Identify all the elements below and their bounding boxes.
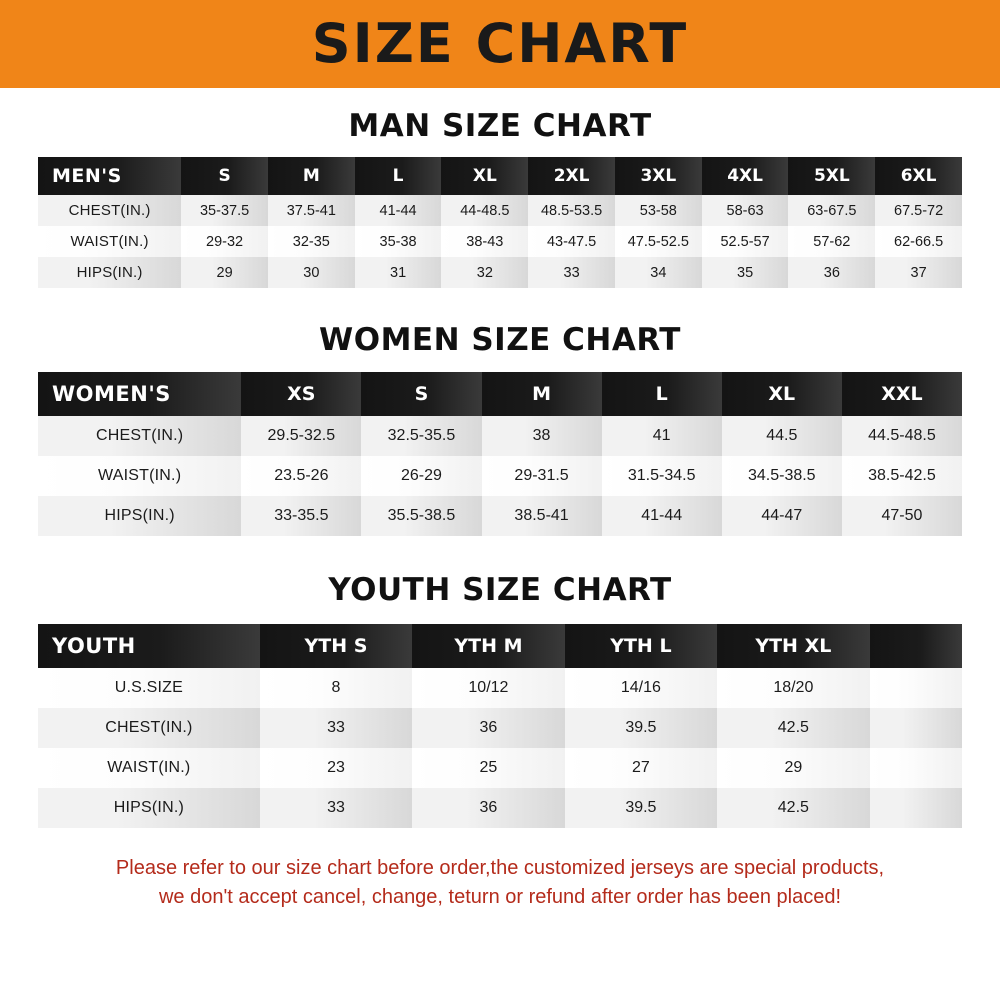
women-size-table [38, 372, 962, 536]
man-table-body [38, 195, 962, 288]
table-cell: 27 [565, 748, 717, 788]
women-table-wrapper [0, 372, 1000, 536]
man-col-header: 3XL [615, 157, 702, 195]
women-col-header: XL [722, 372, 842, 416]
table-cell: 63-67.5 [788, 195, 875, 226]
policy-note [0, 828, 1000, 912]
women-col-header: XXL [842, 372, 962, 416]
man-row-label: CHEST(IN.) [38, 195, 181, 226]
youth-row-label: CHEST(IN.) [38, 708, 260, 748]
man-header-row [38, 157, 962, 195]
table-cell: 47.5-52.5 [615, 226, 702, 257]
man-table-wrapper [0, 157, 1000, 288]
youth-row-label-header: YOUTH [38, 624, 260, 668]
table-cell: 67.5-72 [875, 195, 962, 226]
man-table-head [38, 157, 962, 195]
table-cell: 37 [875, 257, 962, 288]
table-row [38, 708, 962, 748]
table-row [38, 668, 962, 708]
youth-table-head [38, 624, 962, 668]
women-table-head [38, 372, 962, 416]
youth-row-label: U.S.SIZE [38, 668, 260, 708]
table-row [38, 257, 962, 288]
table-cell: 29.5-32.5 [241, 416, 361, 456]
youth-col-header-spacer [870, 624, 962, 668]
table-cell: 41 [602, 416, 722, 456]
table-cell: 35 [702, 257, 789, 288]
table-cell: 31 [355, 257, 442, 288]
table-row [38, 748, 962, 788]
table-cell: 30 [268, 257, 355, 288]
table-cell: 18/20 [717, 668, 869, 708]
youth-col-header: YTH XL [717, 624, 869, 668]
table-row [38, 195, 962, 226]
youth-table-body [38, 668, 962, 828]
table-cell: 25 [412, 748, 564, 788]
table-cell: 8 [260, 668, 412, 708]
table-cell: 29-32 [181, 226, 268, 257]
table-cell: 58-63 [702, 195, 789, 226]
table-cell: 44.5 [722, 416, 842, 456]
table-cell: 39.5 [565, 708, 717, 748]
youth-header-row [38, 624, 962, 668]
table-cell: 29-31.5 [482, 456, 602, 496]
table-cell: 37.5-41 [268, 195, 355, 226]
table-cell: 44.5-48.5 [842, 416, 962, 456]
man-col-header: L [355, 157, 442, 195]
table-cell: 29 [717, 748, 869, 788]
women-row-label-header: WOMEN'S [38, 372, 241, 416]
table-cell: 35-37.5 [181, 195, 268, 226]
table-cell: 14/16 [565, 668, 717, 708]
table-cell: 44-47 [722, 496, 842, 536]
table-cell: 44-48.5 [441, 195, 528, 226]
table-cell: 41-44 [355, 195, 442, 226]
women-col-header: XS [241, 372, 361, 416]
women-table-body [38, 416, 962, 536]
table-cell: 39.5 [565, 788, 717, 828]
table-cell: 10/12 [412, 668, 564, 708]
women-col-header: L [602, 372, 722, 416]
table-cell: 35.5-38.5 [361, 496, 481, 536]
table-cell: 26-29 [361, 456, 481, 496]
table-cell: 32 [441, 257, 528, 288]
table-cell-spacer [870, 668, 962, 708]
table-row [38, 496, 962, 536]
youth-col-header: YTH M [412, 624, 564, 668]
table-cell: 32.5-35.5 [361, 416, 481, 456]
man-row-label: WAIST(IN.) [38, 226, 181, 257]
table-cell: 36 [788, 257, 875, 288]
table-cell: 31.5-34.5 [602, 456, 722, 496]
table-cell-spacer [870, 788, 962, 828]
women-col-header: S [361, 372, 481, 416]
table-cell: 42.5 [717, 788, 869, 828]
header-banner [0, 0, 1000, 88]
policy-note-line-1: Please refer to our size chart before order,the customized jerseys are special products, [115, 857, 885, 879]
table-row [38, 788, 962, 828]
youth-col-header: YTH L [565, 624, 717, 668]
youth-table-wrapper [0, 624, 1000, 828]
women-col-header: M [482, 372, 602, 416]
table-cell: 42.5 [717, 708, 869, 748]
table-row [38, 226, 962, 257]
man-col-header: 5XL [788, 157, 875, 195]
table-cell-spacer [870, 708, 962, 748]
man-section-title: MAN SIZE CHART [348, 108, 652, 144]
page-title: SIZE CHART [311, 12, 689, 75]
man-col-header: 6XL [875, 157, 962, 195]
women-row-label: CHEST(IN.) [38, 416, 241, 456]
table-cell: 53-58 [615, 195, 702, 226]
women-row-label: WAIST(IN.) [38, 456, 241, 496]
table-row [38, 416, 962, 456]
table-cell: 47-50 [842, 496, 962, 536]
man-col-header: 2XL [528, 157, 615, 195]
table-cell: 34.5-38.5 [722, 456, 842, 496]
table-cell: 36 [412, 788, 564, 828]
man-col-header: S [181, 157, 268, 195]
table-row [38, 456, 962, 496]
table-cell: 33-35.5 [241, 496, 361, 536]
table-cell: 38 [482, 416, 602, 456]
women-section-title: WOMEN SIZE CHART [319, 322, 681, 358]
table-cell: 32-35 [268, 226, 355, 257]
man-row-label-header: MEN'S [38, 157, 181, 195]
table-cell: 34 [615, 257, 702, 288]
table-cell: 33 [528, 257, 615, 288]
table-cell: 33 [260, 788, 412, 828]
table-cell: 23 [260, 748, 412, 788]
women-row-label: HIPS(IN.) [38, 496, 241, 536]
table-cell: 38-43 [441, 226, 528, 257]
table-cell: 57-62 [788, 226, 875, 257]
man-size-table [38, 157, 962, 288]
table-cell: 35-38 [355, 226, 442, 257]
policy-note-line-2: we don't accept cancel, change, teturn or refund after order has been placed! [158, 886, 842, 908]
youth-section-title: YOUTH SIZE CHART [328, 572, 672, 608]
table-cell: 38.5-42.5 [842, 456, 962, 496]
youth-row-label: HIPS(IN.) [38, 788, 260, 828]
table-cell: 38.5-41 [482, 496, 602, 536]
table-cell: 29 [181, 257, 268, 288]
table-cell: 41-44 [602, 496, 722, 536]
youth-size-table [38, 624, 962, 828]
table-cell: 62-66.5 [875, 226, 962, 257]
table-cell: 43-47.5 [528, 226, 615, 257]
women-header-row [38, 372, 962, 416]
youth-col-header: YTH S [260, 624, 412, 668]
table-cell: 36 [412, 708, 564, 748]
man-col-header: 4XL [702, 157, 789, 195]
table-cell: 52.5-57 [702, 226, 789, 257]
youth-row-label: WAIST(IN.) [38, 748, 260, 788]
table-cell: 48.5-53.5 [528, 195, 615, 226]
table-cell-spacer [870, 748, 962, 788]
man-col-header: XL [441, 157, 528, 195]
table-cell: 33 [260, 708, 412, 748]
man-col-header: M [268, 157, 355, 195]
table-cell: 23.5-26 [241, 456, 361, 496]
man-row-label: HIPS(IN.) [38, 257, 181, 288]
